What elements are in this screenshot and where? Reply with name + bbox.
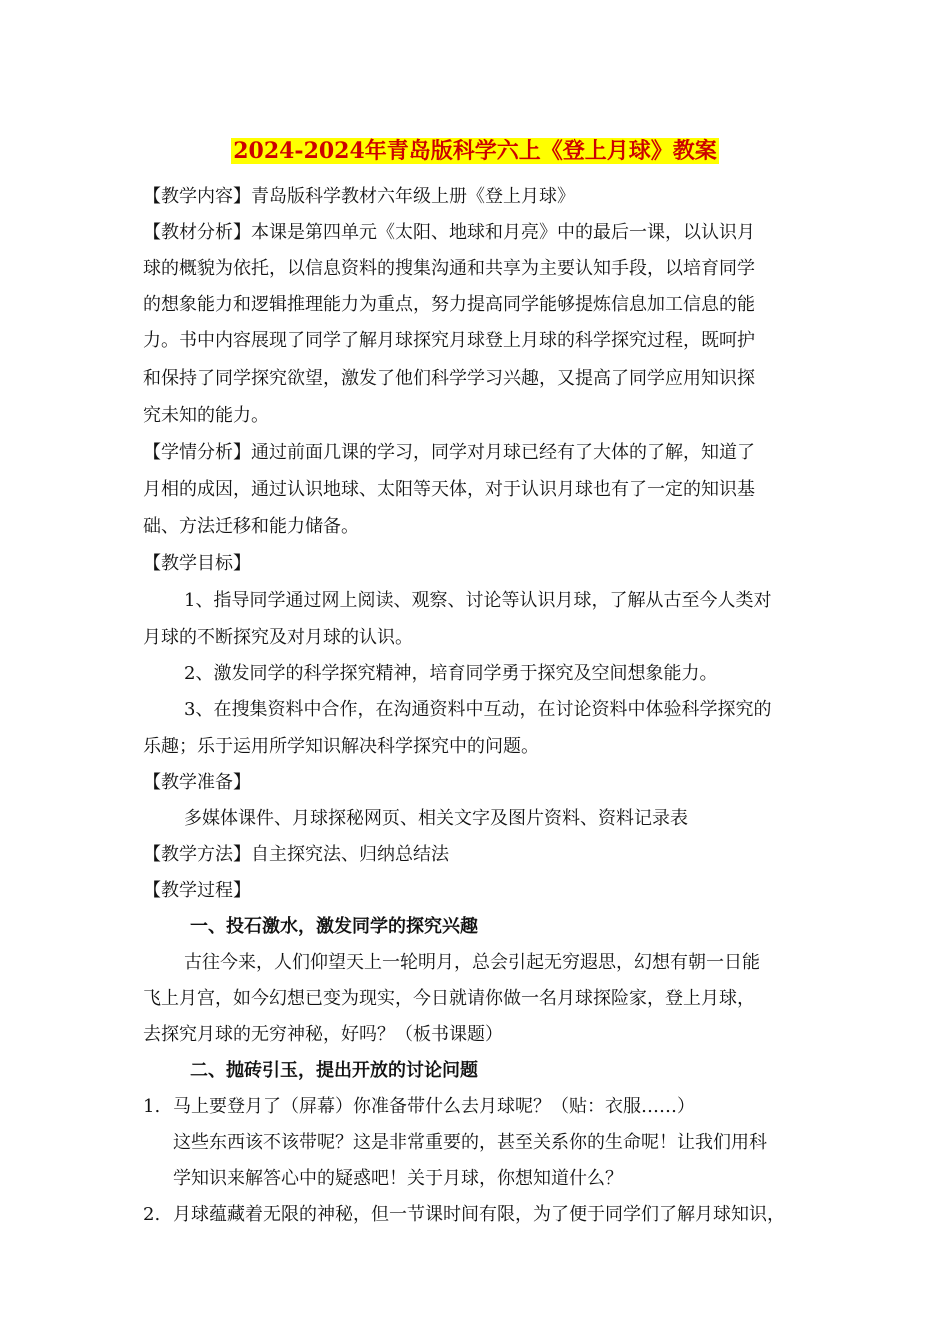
text-line: 【学情分析】通过前面几课的学习，同学对月球已经有了大体的了解，知道了 (143, 442, 755, 463)
text-line: 2、激发同学的科学探究精神，培育同学勇于探究及空间想象能力。 (184, 663, 718, 684)
list-number: 1. (143, 1096, 161, 1117)
text-line: 月相的成因，通过认识地球、太阳等天体，对于认识月球也有了一定的知识基 (143, 479, 755, 500)
text-line: 多媒体课件、月球探秘网页、相关文字及图片资料、资料记录表 (184, 808, 688, 829)
text-line: 力。书中内容展现了同学了解月球探究月球登上月球的科学探究过程，既呵护 (143, 330, 755, 351)
text-line: 和保持了同学探究欲望，激发了他们科学学习兴趣，又提高了同学应用知识探 (143, 368, 755, 389)
text-line: 去探究月球的无穷神秘，好吗？（板书课题） (143, 1024, 503, 1045)
text-line: 【教学方法】自主探究法、归纳总结法 (143, 844, 449, 865)
list-item: 月球蕴藏着无限的神秘，但一节课时间有限，为了便于同学们了解月球知识， (173, 1204, 785, 1225)
section-heading: 【教学过程】 (143, 880, 251, 901)
text-line: 这些东西该不该带呢？这是非常重要的，甚至关系你的生命呢！让我们用科 (173, 1132, 767, 1153)
text-line: 3、在搜集资料中合作，在沟通资料中互动，在讨论资料中体验科学探究的 (184, 699, 772, 720)
section-heading: 【教学准备】 (143, 772, 251, 793)
text-line: 【教学内容】青岛版科学教材六年级上册《登上月球》 (143, 186, 575, 207)
text-line: 学知识来解答心中的疑惑吧！关于月球，你想知道什么？ (173, 1168, 623, 1189)
subsection-heading: 二、抛砖引玉，提出开放的讨论问题 (190, 1060, 478, 1081)
text-line: 1、指导同学通过网上阅读、观察、讨论等认识月球，了解从古至今人类对 (184, 590, 772, 611)
list-item: 马上要登月了（屏幕）你准备带什么去月球呢？（贴：衣服……） (173, 1096, 695, 1117)
text-line: 乐趣；乐于运用所学知识解决科学探究中的问题。 (143, 736, 539, 757)
section-heading: 【教学目标】 (143, 553, 251, 574)
text-line: 础、方法迁移和能力储备。 (143, 516, 359, 537)
text-line: 的想象能力和逻辑推理能力为重点，努力提高同学能够提炼信息加工信息的能 (143, 294, 755, 315)
text-line: 月球的不断探究及对月球的认识。 (143, 627, 413, 648)
subsection-heading: 一、投石激水，激发同学的探究兴趣 (190, 916, 478, 937)
list-number: 2. (143, 1204, 161, 1225)
text-line: 飞上月宫，如今幻想已变为现实，今日就请你做一名月球探险家，登上月球， (143, 988, 755, 1009)
text-line: 【教材分析】本课是第四单元《太阳、地球和月亮》中的最后一课，以认识月 (143, 222, 755, 243)
text-line: 球的概貌为依托，以信息资料的搜集沟通和共享为主要认知手段，以培育同学 (143, 258, 755, 279)
text-line: 究未知的能力。 (143, 405, 269, 426)
document-title: 2024-2024年青岛版科学六上《登上月球》教案 (233, 138, 717, 164)
text-line: 古往今来，人们仰望天上一轮明月，总会引起无穷遐思，幻想有朝一日能 (184, 952, 760, 973)
